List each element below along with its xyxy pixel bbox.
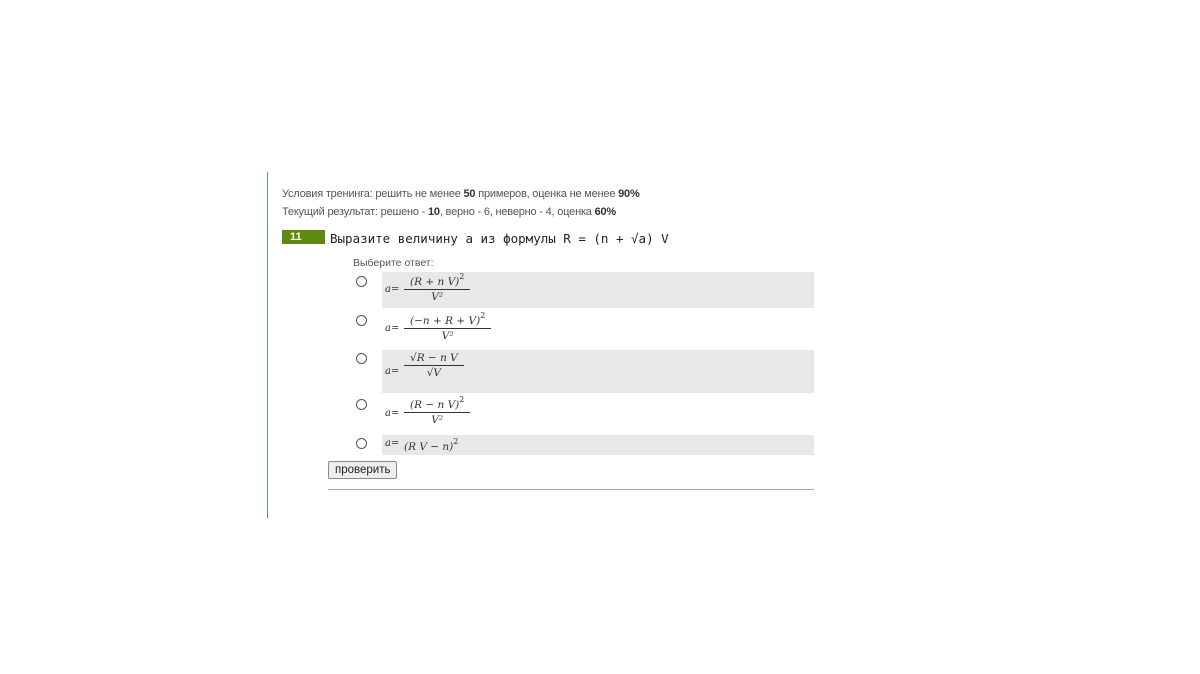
current-result: Текущий результат: решено - 10, верно - 6, неверно - 4, оценка 60% [282,206,616,218]
question-number-badge: 11 [282,230,325,244]
answer-option-2[interactable] [382,311,814,347]
answer-lhs: a= [385,408,400,419]
answer-option-1[interactable] [382,272,814,308]
answer-radio-3[interactable] [356,353,367,364]
check-button[interactable]: проверить [328,461,397,479]
answer-lhs: a= [385,284,400,295]
question-text: Выразите величину a из формулы R = (n + √a) V [330,231,669,246]
choose-answer-label: Выберите ответ: [353,257,434,269]
answer-option-4[interactable] [382,395,814,431]
answer-fraction: $\frac{(R - n V)^2}{\text{V²}}$ [404,395,470,426]
answer-fraction: $\frac{(R + n V)^2}{\text{V²}}$ [404,272,470,303]
bottom-divider [328,489,814,490]
answer-expression: (R V − n)$^2$ [404,437,459,453]
left-border-line [267,172,268,518]
answer-radio-4[interactable] [356,399,367,410]
answer-option-5[interactable] [382,435,814,455]
answer-fraction: $\frac{\text{√R − n V}}{√V}$ [404,352,464,379]
answer-lhs: a= [385,438,400,449]
answer-option-3[interactable] [382,350,814,393]
answer-radio-5[interactable] [356,438,367,449]
answer-lhs: a= [385,323,400,334]
answer-fraction: $\frac{(-n + R + V)^2}{\text{V²}}$ [404,311,491,342]
answer-radio-2[interactable] [356,315,367,326]
answer-lhs: a= [385,366,400,377]
training-conditions: Условия тренинга: решить не менее 50 примеров, оценка не менее 90% [282,188,640,200]
answer-radio-1[interactable] [356,276,367,287]
